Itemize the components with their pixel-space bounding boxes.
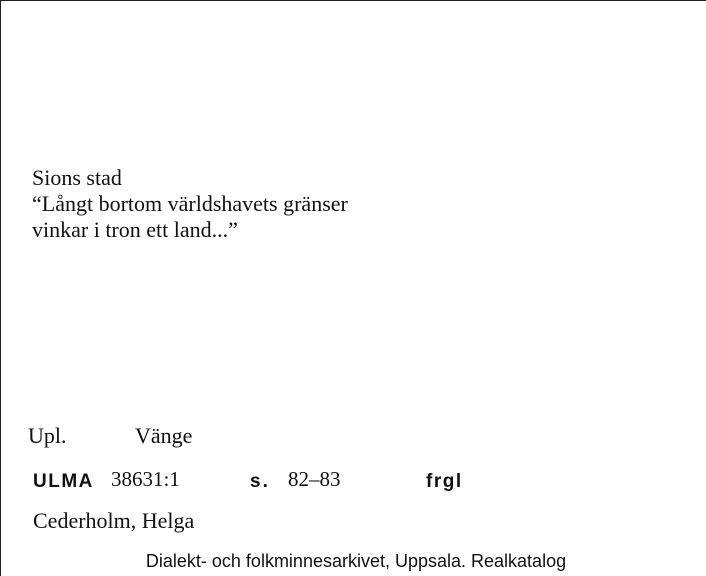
card-top-border xyxy=(0,0,706,1)
title-line: “Långt bortom världshavets gränser xyxy=(32,191,348,216)
genre-code: frgl xyxy=(426,471,463,492)
page-label: s. xyxy=(250,471,270,492)
card-left-border xyxy=(0,0,1,576)
archive-footer xyxy=(0,551,706,572)
province: Upl. xyxy=(28,423,67,448)
location-row xyxy=(28,423,193,449)
title-line: Sions stad xyxy=(32,165,122,190)
title-block xyxy=(32,165,348,243)
title-line: vinkar i tron ett land...” xyxy=(32,217,238,242)
page-range: 82–83 xyxy=(288,467,341,491)
informant: Cederholm, Helga xyxy=(33,508,195,533)
parish: Vänge xyxy=(135,423,193,448)
archive-code: ULMA xyxy=(33,471,94,492)
footer-text: Dialekt- och folkminnesarkivet, Uppsala. Realkatalog xyxy=(145,551,567,571)
record-number: 38631:1 xyxy=(111,467,180,491)
